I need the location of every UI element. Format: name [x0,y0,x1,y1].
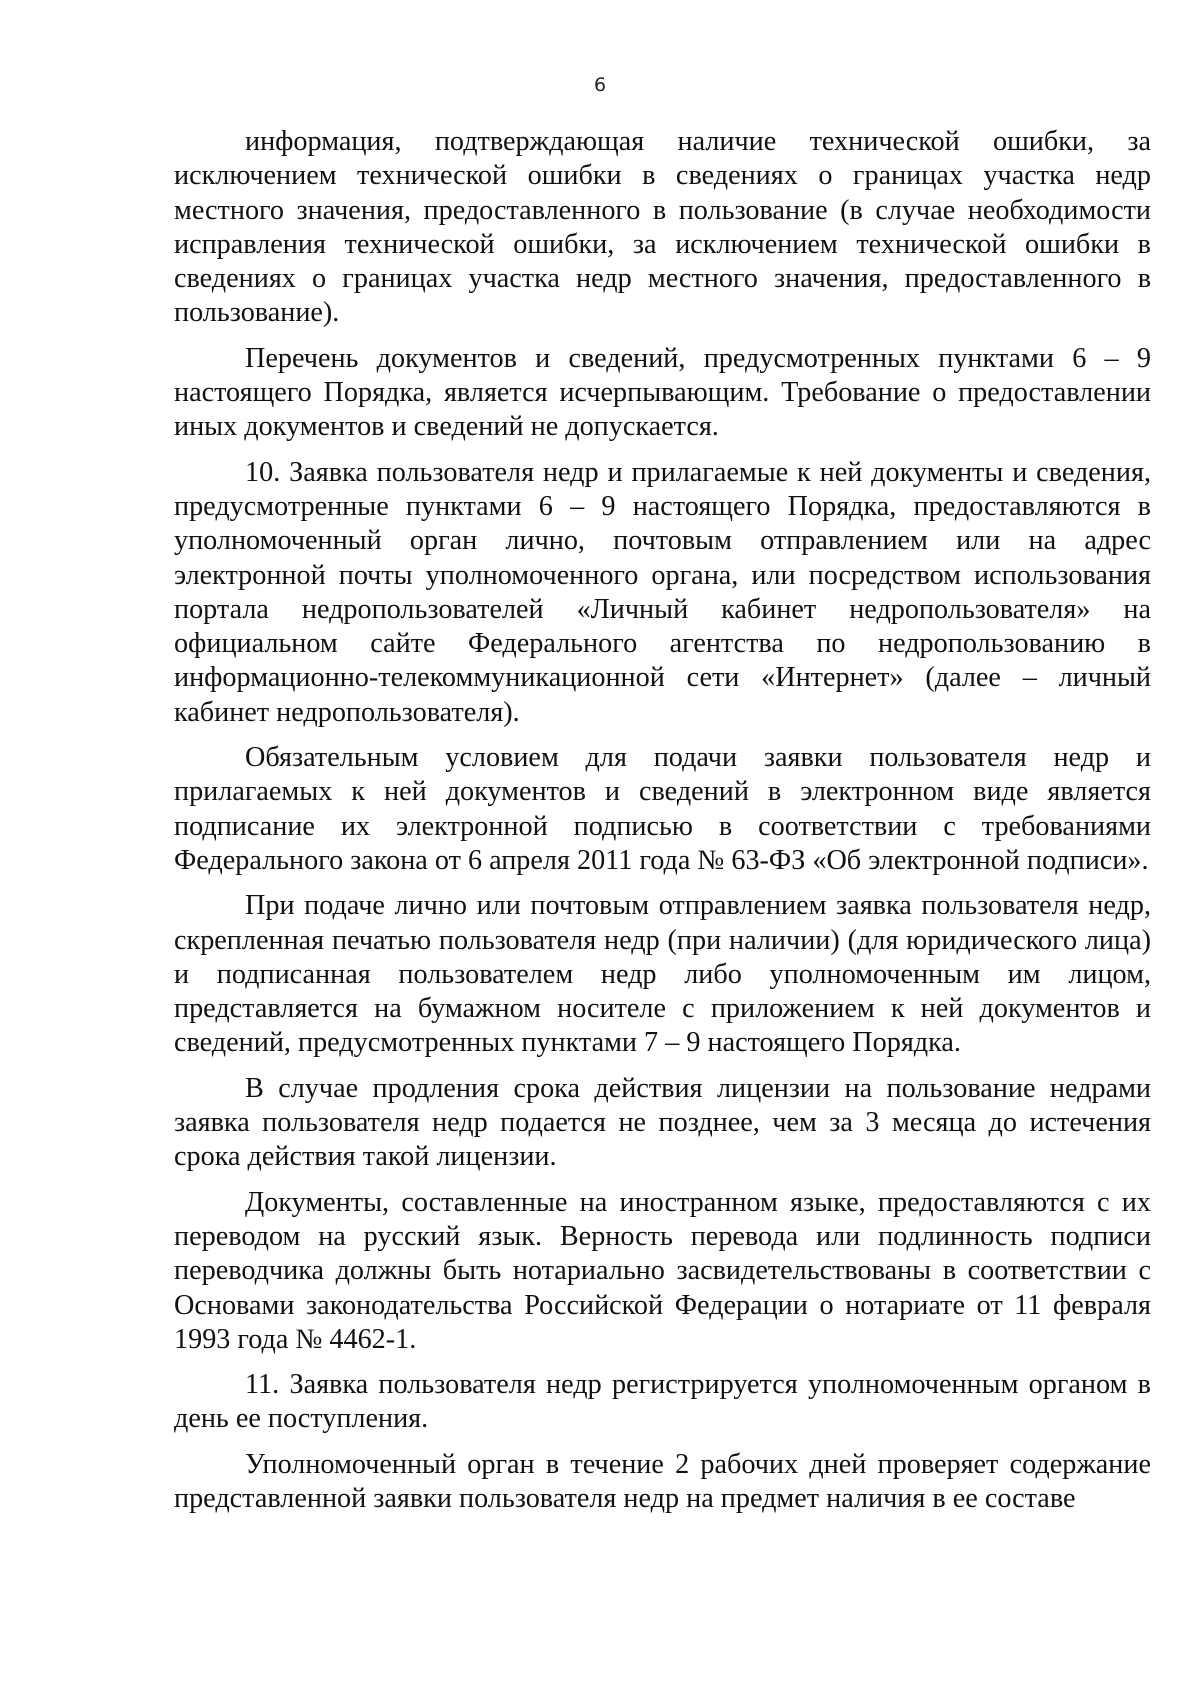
paragraph-exhaustive-list: Перечень документов и сведений, предусмотренных пунктами 6 – 9 настоящего Порядка, является исчерпывающим. Требование о предоставлении иных документов и сведений не допускается. [174,342,1151,443]
paragraph-paper-submission: При подаче лично или почтовым отправлением заявка пользователя недр, скрепленная печатью пользователя недр (при наличии) (для юридического лица) и подписанная пользователем недр либо уполномоченным им лицом, представляется на бумажном носителе с приложением к ней документов и сведений, предусмотренных пунктами 7 – 9 настоящего Порядка. [174,890,1151,1059]
paragraph-technical-error-info: информация, подтверждающая наличие технической ошибки, за исключением технической ошибки в сведениях о границах участка недр местного значения, предоставленного в пользование (в случае необходимости исправления технической ошибки, за исключением технической ошибки в сведениях о границах участка недр местного значения, предоставленного в пользование). [174,126,1151,329]
paragraph-license-extension: В случае продления срока действия лицензии на пользование недрами заявка пользователя недр подается не позднее, чем за 3 месяца до истечения срока действия такой лицензии. [174,1072,1151,1173]
paragraph-electronic-signature: Обязательным условием для подачи заявки пользователя недр и прилагаемых к ней документов и сведений в электронном виде является подписание их электронной подписью в соответствии с требованиями Федерального закона от 6 апреля 2011 года № 63-ФЗ «Об электронной подписи». [174,742,1151,876]
paragraph-foreign-documents: Документы, составленные на иностранном языке, предоставляются с их переводом на русский язык. Верность перевода или подлинность подписи переводчика должны быть нотариально засвидетельствованы в соответствии с Основами законодательства Российской Федерации о нотариате от 11 февраля 1993 года № 4462-1. [174,1186,1151,1355]
document-body [174,125,1151,1527]
paragraph-verification: Уполномоченный орган в течение 2 рабочих дней проверяет содержание представленной заявки пользователя недр на предмет наличия в ее составе [174,1448,1151,1514]
page-number: 6 [593,74,607,96]
paragraph-item-10-submission: 10. Заявка пользователя недр и прилагаемые к ней документы и сведения, предусмотренные пунктами 6 – 9 настоящего Порядка, предоставляются в уполномоченный орган лично, почтовым отправлением или на адрес электронной почты уполномоченного органа, или посредством использования портала недропользователей «Личный кабинет недропользователя» на официальном сайте Федерального агентства по недропользованию в информационно-телекоммуникационной сети «Интернет» (далее – личный кабинет недропользователя). [174,456,1151,728]
paragraph-item-11-registration: 11. Заявка пользователя недр регистрируется уполномоченным органом в день ее поступления. [174,1369,1151,1435]
